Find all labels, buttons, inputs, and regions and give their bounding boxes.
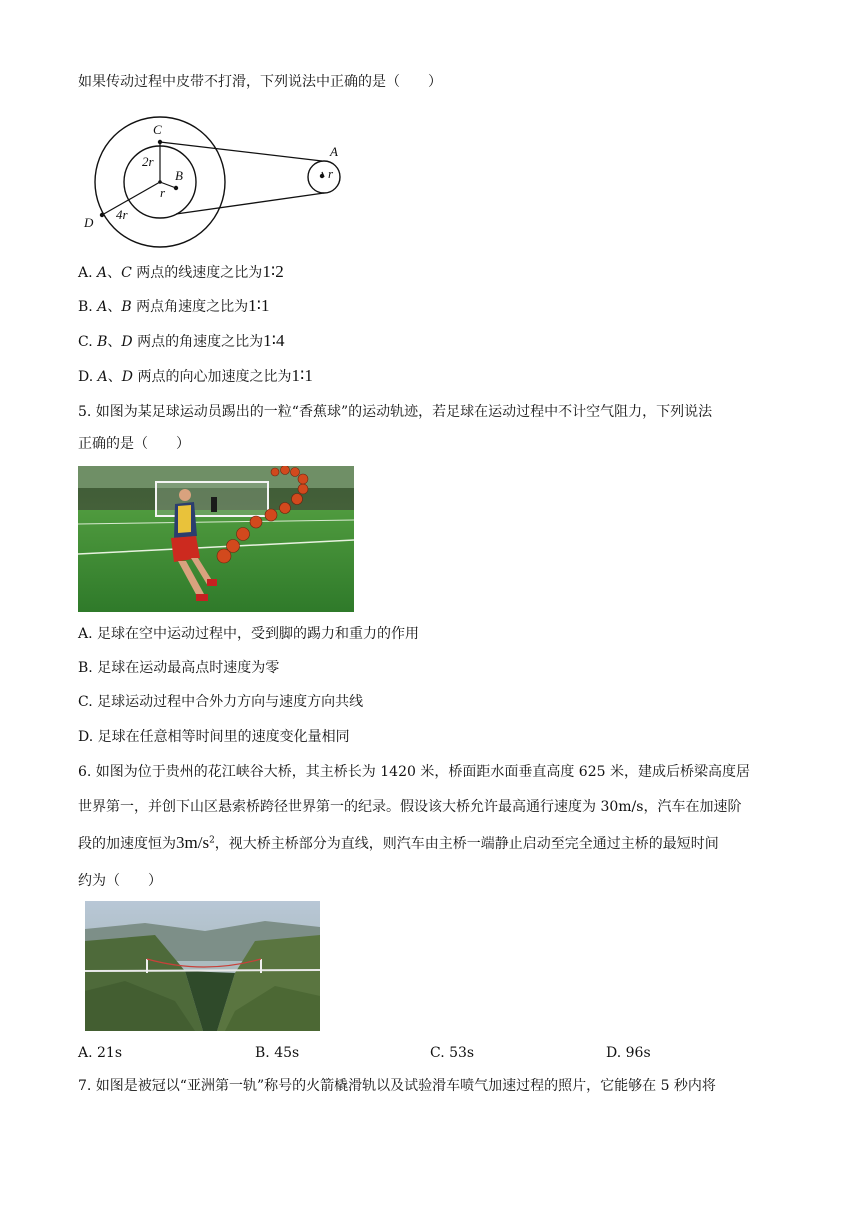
q6-option-b: B. 45s <box>255 1045 300 1061</box>
q6-stem-line4: 约为（ ） <box>78 873 162 889</box>
label-4r: 4r <box>116 207 128 222</box>
label-a: A <box>330 144 338 159</box>
point-b <box>174 186 178 190</box>
point-c <box>158 140 162 144</box>
label-c: C <box>153 122 162 137</box>
belt-upper <box>160 142 322 161</box>
q4-option-c: C. B、D 两点的角速度之比为1∶4 <box>78 331 285 350</box>
q5-option-b: B. 足球在运动最高点时速度为零 <box>78 660 280 676</box>
label-2r: 2r <box>142 154 154 169</box>
radius-4r <box>102 182 160 215</box>
q6-stem-line1: 6. 如图为位于贵州的花江峡谷大桥，其主桥长为 1420 米，桥面距水面垂直高度 625 米，建成后桥梁高度居 <box>78 764 750 780</box>
point-b-center <box>158 180 162 184</box>
banana-kick-photo <box>78 466 354 612</box>
q4-option-d: D. A、D 两点的向心加速度之比为1∶1 <box>78 366 313 385</box>
huajiang-bridge-photo <box>85 901 320 1031</box>
q5-option-c: C. 足球运动过程中合外力方向与速度方向共线 <box>78 694 364 710</box>
q4-stem: 如果传动过程中皮带不打滑，下列说法中正确的是（ ） <box>78 74 442 90</box>
pulley-diagram <box>78 112 358 252</box>
q4-option-a: A. A、C 两点的线速度之比为1∶2 <box>78 262 284 281</box>
q6-stem-line2: 世界第一，并创下山区悬索桥跨径世界第一的纪录。假设该大桥允许最高通行速度为 30m/s，汽车在加速阶 <box>78 799 742 815</box>
q5-stem-line1: 5. 如图为某足球运动员踢出的一粒“香蕉球”的运动轨迹，若足球在运动过程中不计空气阻力，下列说法 <box>78 404 713 420</box>
point-a <box>320 174 324 178</box>
q5-option-d: D. 足球在任意相等时间里的速度变化量相同 <box>78 729 350 745</box>
label-b: B <box>175 168 183 183</box>
q6-stem-line3: 段的加速度恒为$3m/s^2$，视大桥主桥部分为直线，则汽车由主桥一端静止启动至完全通过主桥的最短时间 <box>78 833 719 852</box>
label-r: r <box>160 185 166 200</box>
q6-option-c: C. 53s <box>430 1045 475 1061</box>
label-small-r: r <box>328 166 334 181</box>
q5-stem-line2: 正确的是（ ） <box>78 436 190 452</box>
belt-lower <box>176 193 324 214</box>
q7-stem-line1: 7. 如图是被冠以“亚洲第一轨”称号的火箭橇滑轨以及试验滑车喷气加速过程的照片，它能够在 5 秒内将 <box>78 1078 716 1094</box>
q6-option-a: A. 21s <box>78 1045 123 1061</box>
q5-option-a: A. 足球在空中运动过程中，受到脚的踢力和重力的作用 <box>78 626 420 642</box>
q4-option-b: B. A、B 两点角速度之比为1∶1 <box>78 296 270 315</box>
q6-option-d: D. 96s <box>606 1045 651 1061</box>
label-d: D <box>84 215 94 230</box>
goalkeeper <box>211 497 217 512</box>
point-d <box>100 213 104 217</box>
